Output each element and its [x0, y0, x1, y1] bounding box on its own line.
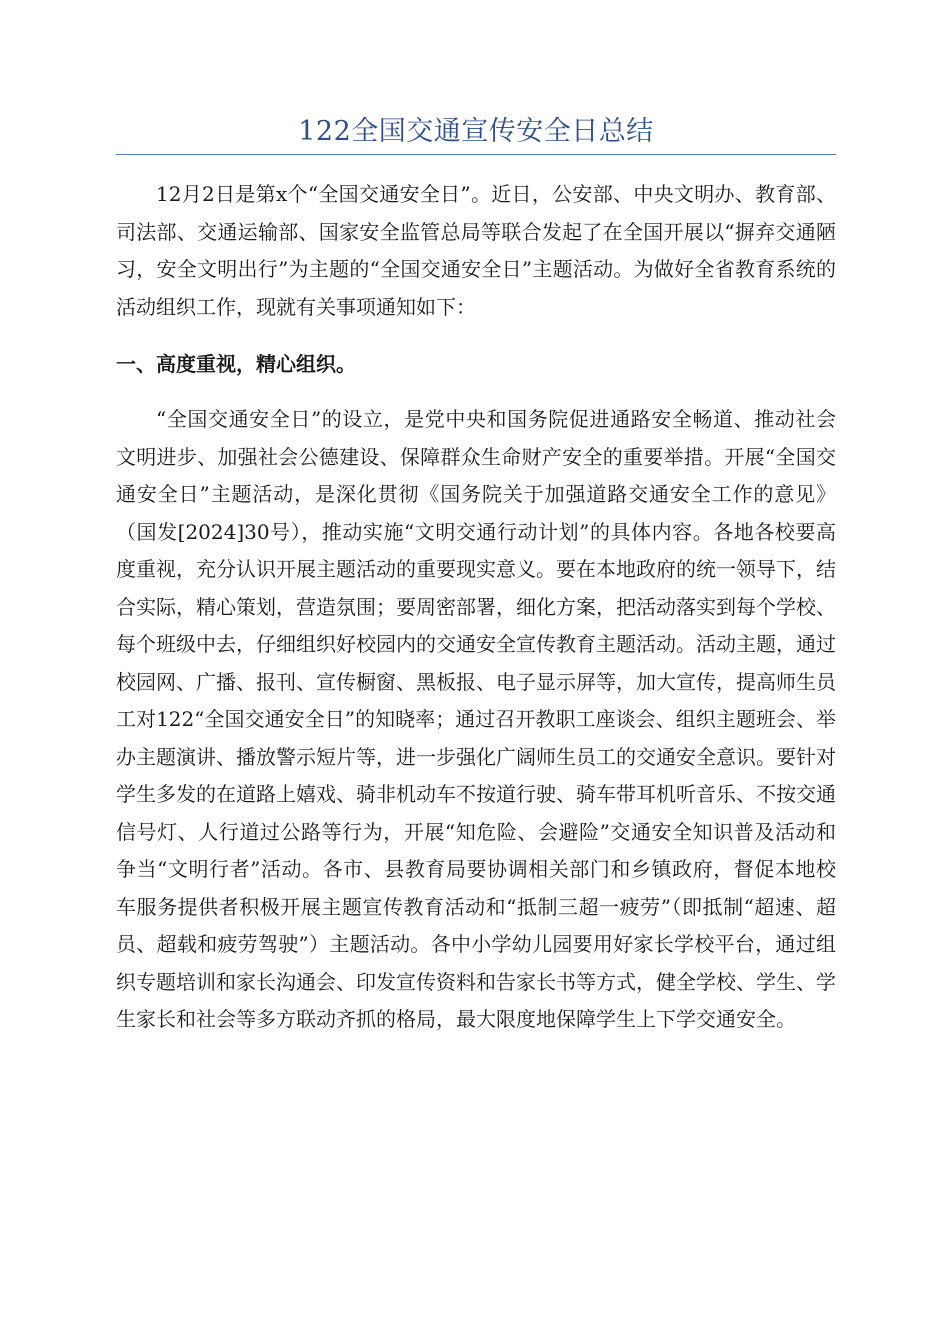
intro-paragraph: 12月2日是第x个“全国交通安全日”。近日，公安部、中央文明办、教育部、司法部、交通运输部、国家安全监管总局等联合发起了在全国开展以“摒弃交通陋习，安全文明出行”为主题的“全国交通安全日”主题活动。为做好全省教育系统的活动组织工作，现就有关事项通知如下： — [116, 182, 836, 319]
document-title: 122全国交通宣传安全日总结 — [116, 112, 836, 155]
section-heading: 一、高度重视，精心组织。 — [116, 352, 356, 376]
document-page — [116, 112, 836, 1039]
body-paragraph: “全国交通安全日”的设立，是党中央和国务院促进通路安全畅道、推动社会文明进步、加强社会公德建设、保障群众生命财产安全的重要举措。开展“全国交通安全日”主题活动，是深化贯彻《国务院关于加强道路交通安全工作的意见》（国发[2024]30号），推动实施“文明交通行动计划”的具体内容。各地各校要高度重视，充分认识开展主题活动的重要现实意义。要在本地政府的统一领导下，结合实际，精心策划，营造氛围；要周密部署，细化方案，把活动落实到每个学校、每个班级中去，仔细组织好校园内的交通安全宣传教育主题活动。活动主题，通过校园网、广播、报刊、宣传橱窗、黑板报、电子显示屏等，加大宣传，提高师生员工对122“全国交通安全日”的知晓率；通过召开教职工座谈会、组织主题班会、举办主题演讲、播放警示短片等，进一步强化广阔师生员工的交通安全意识。要针对学生多发的在道路上嬉戏、骑非机动车不按道行驶、骑车带耳机听音乐、不按交通信号灯、人行道过公路等行为，开展“知危险、会避险”交通安全知识普及活动和争当“文明行者”活动。各市、县教育局要协调相关部门和乡镇政府，督促本地校车服务提供者积极开展主题宣传教育活动和“抵制三超一疲劳”（即抵制“超速、超员、超载和疲劳驾驶”）主题活动。各中小学幼儿园要用好家长学校平台，通过组织专题培训和家长沟通会、印发宣传资料和告家长书等方式，健全学校、学生、学生家长和社会等多方联动齐抓的格局，最大限度地保障学生上下学交通安全。 — [116, 407, 836, 1031]
